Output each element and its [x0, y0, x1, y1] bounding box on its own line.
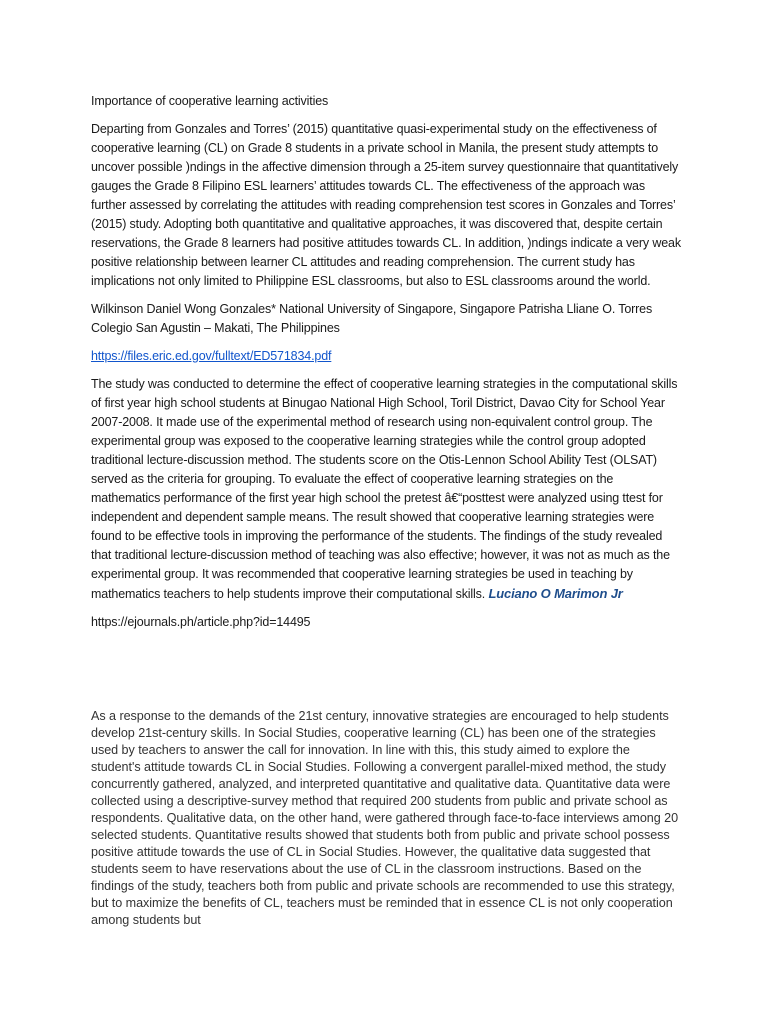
section-heading: Importance of cooperative learning activities: [91, 94, 329, 108]
abstract-paragraph-2-text: The study was conducted to determine the effect of cooperative learning strategies in the computational skills of first year high school students at Binugao National High School, Toril District, Davao City for School Year 2007-2008. It made use of the experimental method of research using non-equivalent control group. The experimental group was exposed to the cooperative learning strategies while the control group adopted traditional lecture-discussion method. The students score on the Otis-Lennon School Ability Test (OLSAT) served as the criteria for grouping. To evaluate the effect of cooperative learning strategies on the mathematics performance of the first year high school the pretest â€“posttest were analyzed using ttest for independent and dependent sample means. The result showed that cooperative learning strategies were found to be effective tools in improving the performance of the students. The findings of the study revealed that traditional lecture-discussion method of teaching was also effective; however, it was not as much as the experimental group. It was recommended that cooperative learning strategies be used in teaching by mathematics teachers to help students improve their computational skills.: [91, 377, 678, 601]
ejournals-url: https://ejournals.ph/article.php?id=14495: [91, 615, 311, 629]
abstract-paragraph-2: [91, 375, 681, 604]
eric-pdf-link[interactable]: https://files.eric.ed.gov/fulltext/ED571834.pdf: [91, 349, 332, 363]
abstract-paragraph-1: Departing from Gonzales and Torres’ (2015) quantitative quasi-experimental study on the effectiveness of cooperative learning (CL) on Grade 8 students in a private school in Manila, the present study attempts to uncover possible )ndings in the affective dimension through a 25-item survey questionnaire that quantitatively gauges the Grade 8 Filipino ESL learners’ attitudes towards CL. The effectiveness of the approach was further assessed by correlating the attitudes with reading comprehension test scores in Gonzales and Torres’ (2015) study. Adopting both quantitative and qualitative approaches, it was discovered that, despite certain reservations, the Grade 8 learners had positive attitudes towards CL. In addition, )ndings indicate a very weak positive relationship between learner CL attitudes and reading comprehension. The current study has implications not only limited to Philippine ESL classrooms, but also to ESL classrooms around the world.: [91, 122, 681, 288]
author-affiliations: Wilkinson Daniel Wong Gonzales* National University of Singapore, Singapore Patrisha Lliane O. Torres Colegio San Agustin – Makati, The Philippines: [91, 302, 653, 335]
inline-author-name: Luciano O Marimon Jr: [488, 586, 623, 601]
abstract-paragraph-3: As a response to the demands of the 21st century, innovative strategies are encouraged to help students develop 21st-century skills. In Social Studies, cooperative learning (CL) has been one of the strategies used by teachers to answer the call for innovation. In line with this, this study aimed to explore the student's attitude towards CL in Social Studies. Following a convergent parallel-mixed method, the study concurrently gathered, analyzed, and interpreted quantitative and qualitative data. Quantitative data were collected using a descriptive-survey method that required 200 students from public and private school as respondents. Qualitative data, on the other hand, were gathered through face-to-face interviews among 20 selected students. Quantitative results showed that students both from public and private school possess positive attitude towards the use of CL in Social Studies. However, the qualitative data suggested that students seem to have reservations about the use of CL in the classroom instructions. Based on the findings of the study, teachers both from public and private schools are recommended to use this strategy, but to maximize the benefits of CL, teachers must be reminded that in essence CL is not only cooperation among students but: [91, 709, 679, 927]
document-body: [91, 92, 681, 632]
